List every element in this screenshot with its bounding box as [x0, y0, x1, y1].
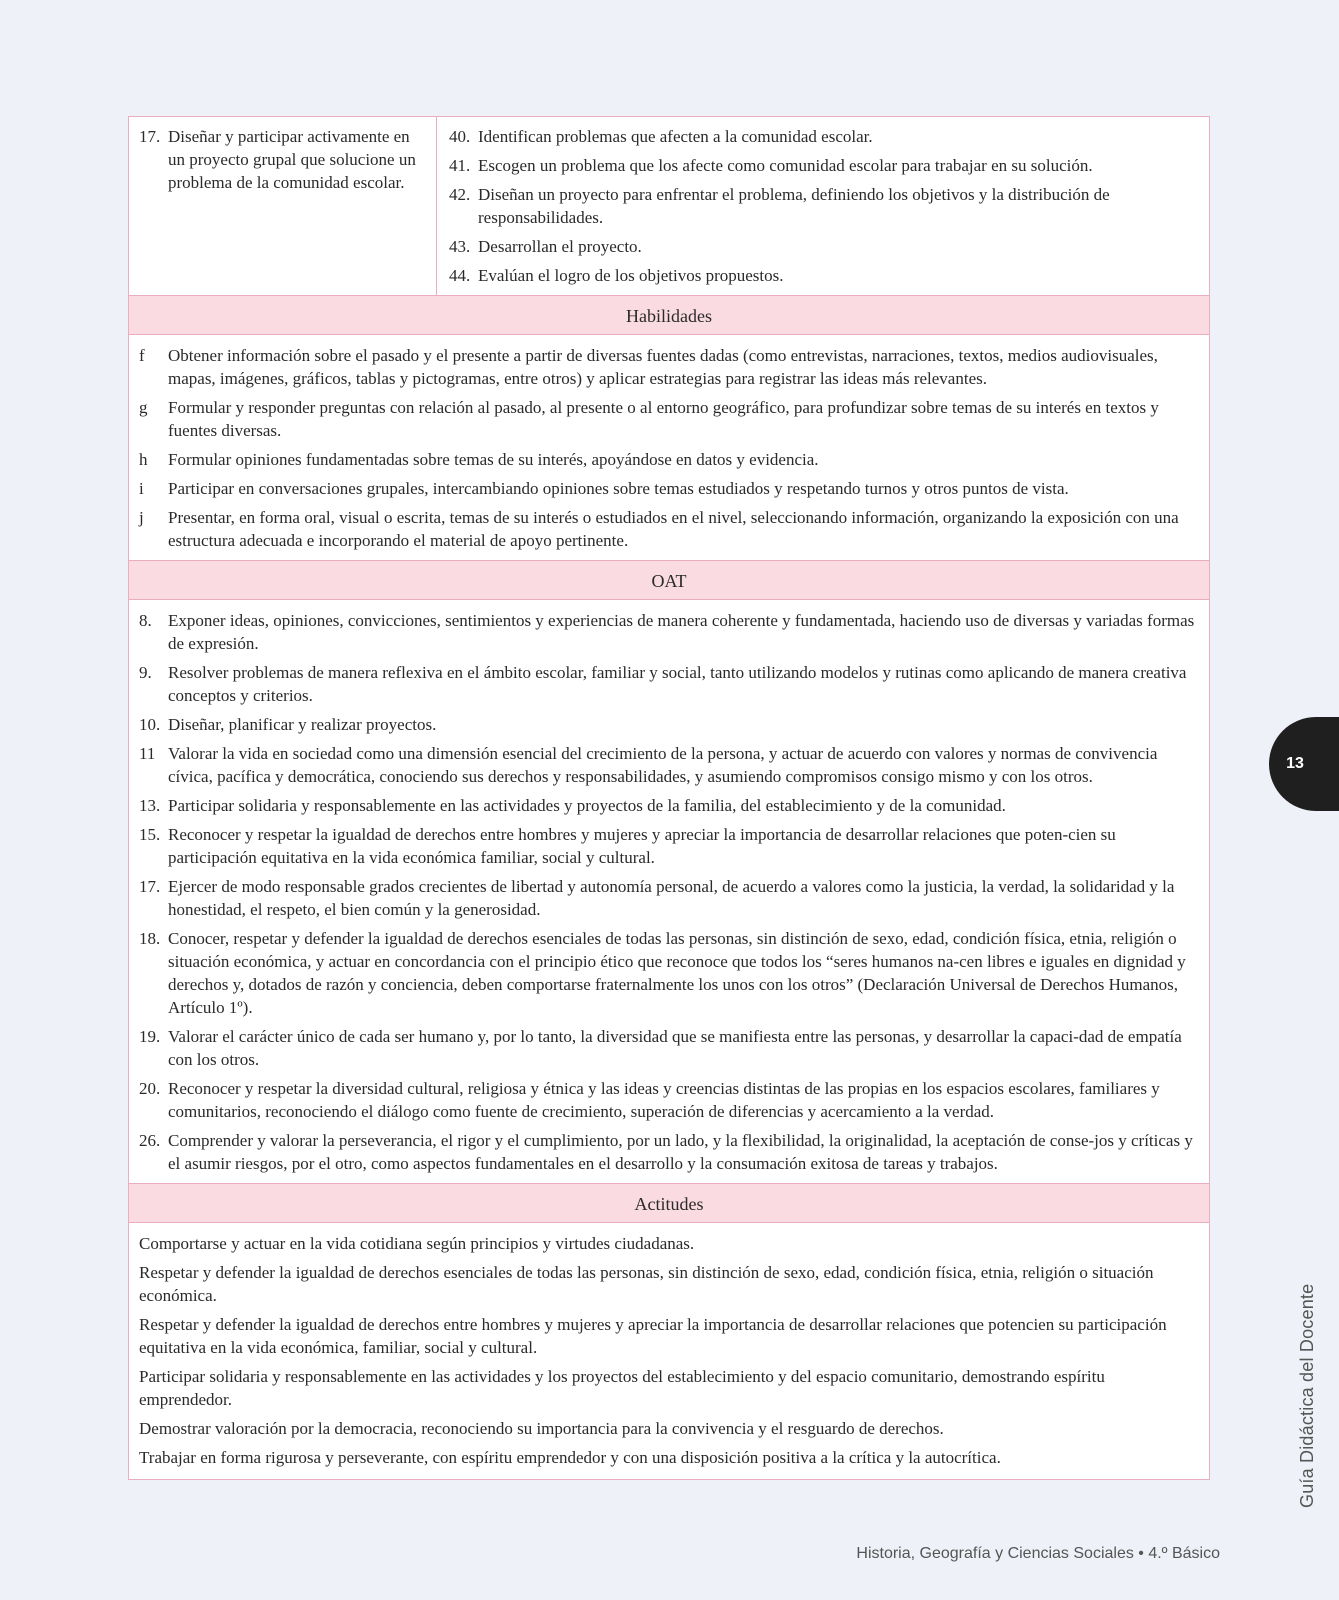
- habilidades-list: [129, 335, 1209, 561]
- actitud-item: Demostrar valoración por la democracia, reconociendo su importancia para la convivencia y el resguardo de derechos.: [139, 1419, 944, 1438]
- oat-item-number: 15.: [139, 825, 161, 844]
- habilidad-item-text: Presentar, en forma oral, visual o escrita, temas de su interés o estudiados en el nivel, seleccionando información, organizando la exposición con una estructura adecuada e incorporando el material de apoyo pertinente.: [168, 508, 1179, 550]
- objective-cell: [129, 117, 437, 295]
- habilidad-item: [139, 344, 1199, 390]
- side-title: Guía Didáctica del Docente: [1297, 1283, 1317, 1508]
- actitudes-header: Actitudes: [129, 1184, 1209, 1223]
- habilidad-item: [139, 448, 1199, 471]
- indicator-item-number: 42.: [449, 185, 471, 204]
- footer-text: Historia, Geografía y Ciencias Sociales • 4.º Básico: [856, 1545, 1220, 1562]
- oat-item-number: 8.: [139, 611, 152, 630]
- oat-item: [139, 742, 1199, 788]
- oat-item: [139, 713, 1199, 736]
- actitud-item: Participar solidaria y responsablemente en las actividades y los proyectos del establecimiento y del espacio comunitario, demostrando espíritu emprendedor.: [139, 1367, 1105, 1409]
- oat-item-text: Ejercer de modo responsable grados crecientes de libertad y autonomía personal, de acuerdo a valores como la justicia, la verdad, la solidaridad y la honestidad, el respeto, el bien común y la generosidad.: [168, 877, 1175, 919]
- habilidades-header: Habilidades: [129, 296, 1209, 335]
- oat-item-number: 20.: [139, 1079, 161, 1098]
- actitud-item: Trabajar en forma rigurosa y perseverante, con espíritu emprendedor y con una disposición positiva a la crítica y la autocrítica.: [139, 1448, 1001, 1467]
- oat-item-text: Exponer ideas, opiniones, convicciones, sentimientos y experiencias de manera coherente y fundamentada, haciendo uso de diversas y variadas formas de expresión.: [168, 611, 1195, 653]
- actitudes-list: [129, 1223, 1209, 1479]
- actitud-item: Respetar y defender la igualdad de derechos entre hombres y mujeres y apreciar la importancia de desarrollar relaciones que potencien su participación equitativa en la vida económica, familiar, social y cultural.: [139, 1315, 1167, 1357]
- indicator-item: [449, 235, 1199, 258]
- oat-item-text: Diseñar, planificar y realizar proyectos.: [168, 715, 437, 734]
- oat-item: [139, 823, 1199, 869]
- habilidad-item-number: h: [139, 450, 148, 469]
- actitud-item: Comportarse y actuar en la vida cotidiana según principios y virtudes ciudadanas.: [139, 1234, 695, 1253]
- objective-number: 17.: [139, 127, 161, 146]
- habilidad-item-number: j: [139, 508, 144, 527]
- indicators-cell: [437, 117, 1209, 295]
- oat-item-text: Conocer, respetar y defender la igualdad de derechos esenciales de todas las personas, sin distinción de sexo, edad, condición física, etnia, religión o situación económica, y actuar en concordancia con el principio ético que reconoce que todos los “seres humanos na-cen libres e iguales en dignidad y derechos y, dotados de razón y conciencia, deben comportarse fraternalmente los unos con los otros” (Declaración Universal de Derechos Humanos, Artículo 1º).: [168, 929, 1186, 1017]
- indicator-item: [449, 125, 1199, 148]
- oat-item: [139, 794, 1199, 817]
- indicator-item-number: 40.: [449, 127, 471, 146]
- oat-list: [129, 600, 1209, 1184]
- oat-item-number: 13.: [139, 796, 161, 815]
- oat-header: OAT: [129, 561, 1209, 600]
- oat-item: [139, 927, 1199, 1019]
- habilidad-item-text: Formular y responder preguntas con relación al pasado, al presente o al entorno geográfico, para profundizar sobre temas de su interés en textos y fuentes diversas.: [168, 398, 1159, 440]
- oat-item: [139, 609, 1199, 655]
- oat-item-text: Reconocer y respetar la diversidad cultural, religiosa y étnica y las ideas y creencias distintas de las propias en los espacios escolares, familiares y comunitarios, reconociendo el diálogo como fuente de crecimiento, superación de diferencias y acercamiento a la verdad.: [168, 1079, 1160, 1121]
- indicator-item-number: 44.: [449, 266, 471, 285]
- oat-item-text: Valorar el carácter único de cada ser humano y, por lo tanto, la diversidad que se manifiesta entre las personas, y desarrollar la capaci-dad de empatía con los otros.: [168, 1027, 1182, 1069]
- oat-item-number: 10.: [139, 715, 161, 734]
- oat-item-number: 26.: [139, 1131, 161, 1150]
- habilidad-item-text: Obtener información sobre el pasado y el presente a partir de diversas fuentes dadas (como entrevistas, narraciones, textos, medios audiovisuales, mapas, imágenes, gráficos, tablas y pictogramas, entre otros) y aplicar estrategias para registrar las ideas más relevantes.: [168, 346, 1158, 388]
- curriculum-table: [128, 116, 1210, 1480]
- oat-item-text: Participar solidaria y responsablemente en las actividades y proyectos de la familia, del establecimiento y de la comunidad.: [168, 796, 1006, 815]
- oat-item-number: 11: [139, 744, 156, 763]
- habilidad-item-number: f: [139, 346, 145, 365]
- habilidad-item-text: Formular opiniones fundamentadas sobre temas de su interés, apoyándose en datos y evidencia.: [168, 450, 819, 469]
- page-number: 13: [1286, 755, 1304, 772]
- indicator-item-text: Evalúan el logro de los objetivos propuestos.: [478, 266, 784, 285]
- oat-item-text: Comprender y valorar la perseverancia, el rigor y el cumplimiento, por un lado, y la flexibilidad, la originalidad, la aceptación de conse-jos y críticas y el asumir riesgos, por el otro, como aspectos fundamentales en el desarrollo y la consumación exitosa de tareas y trabajos.: [168, 1131, 1193, 1173]
- oat-item-number: 19.: [139, 1027, 161, 1046]
- oat-item-number: 17.: [139, 877, 161, 896]
- habilidad-item-number: g: [139, 398, 148, 417]
- indicator-item-number: 43.: [449, 237, 471, 256]
- oat-item: [139, 661, 1199, 707]
- habilidad-item: [139, 506, 1199, 552]
- indicator-item-text: Diseñan un proyecto para enfrentar el problema, definiendo los objetivos y la distribución de responsabilidades.: [478, 185, 1110, 227]
- habilidad-item-text: Participar en conversaciones grupales, intercambiando opiniones sobre temas estudiados y respetando turnos y otros puntos de vista.: [168, 479, 1069, 498]
- indicator-item-text: Desarrollan el proyecto.: [478, 237, 642, 256]
- objective-item: [139, 125, 428, 194]
- actitud-item: Respetar y defender la igualdad de derechos esenciales de todas las personas, sin distinción de sexo, edad, condición física, etnia, religión o situación económica.: [139, 1263, 1154, 1305]
- objective-row: [129, 117, 1209, 296]
- indicator-item: [449, 154, 1199, 177]
- oat-item: [139, 875, 1199, 921]
- indicator-item-number: 41.: [449, 156, 471, 175]
- habilidad-item: [139, 477, 1199, 500]
- oat-item-text: Reconocer y respetar la igualdad de derechos entre hombres y mujeres y apreciar la importancia de desarrollar relaciones que poten-cien su participación equitativa en la vida económica familiar, social y cultural.: [168, 825, 1116, 867]
- indicator-item: [449, 264, 1199, 287]
- oat-item-text: Valorar la vida en sociedad como una dimensión esencial del crecimiento de la persona, y actuar de acuerdo con valores y normas de convivencia cívica, pacífica y democrática, conociendo sus derechos y responsabilidades, y asumiendo compromisos consigo mismo y con los otros.: [168, 744, 1158, 786]
- oat-item-number: 9.: [139, 663, 152, 682]
- oat-item-number: 18.: [139, 929, 161, 948]
- indicator-item-text: Escogen un problema que los afecte como comunidad escolar para trabajar en su solución.: [478, 156, 1093, 175]
- indicator-item-text: Identifican problemas que afecten a la comunidad escolar.: [478, 127, 873, 146]
- page-number-tab: [1269, 717, 1339, 811]
- oat-item: [139, 1129, 1199, 1175]
- habilidad-item-number: i: [139, 479, 144, 498]
- indicator-item: [449, 183, 1199, 229]
- oat-item: [139, 1025, 1199, 1071]
- habilidad-item: [139, 396, 1199, 442]
- objective-text: Diseñar y participar activamente en un proyecto grupal que solucione un problema de la comunidad escolar.: [168, 127, 416, 192]
- oat-item: [139, 1077, 1199, 1123]
- oat-item-text: Resolver problemas de manera reflexiva en el ámbito escolar, familiar y social, tanto utilizando modelos y rutinas como aplicando de manera creativa conceptos y criterios.: [168, 663, 1187, 705]
